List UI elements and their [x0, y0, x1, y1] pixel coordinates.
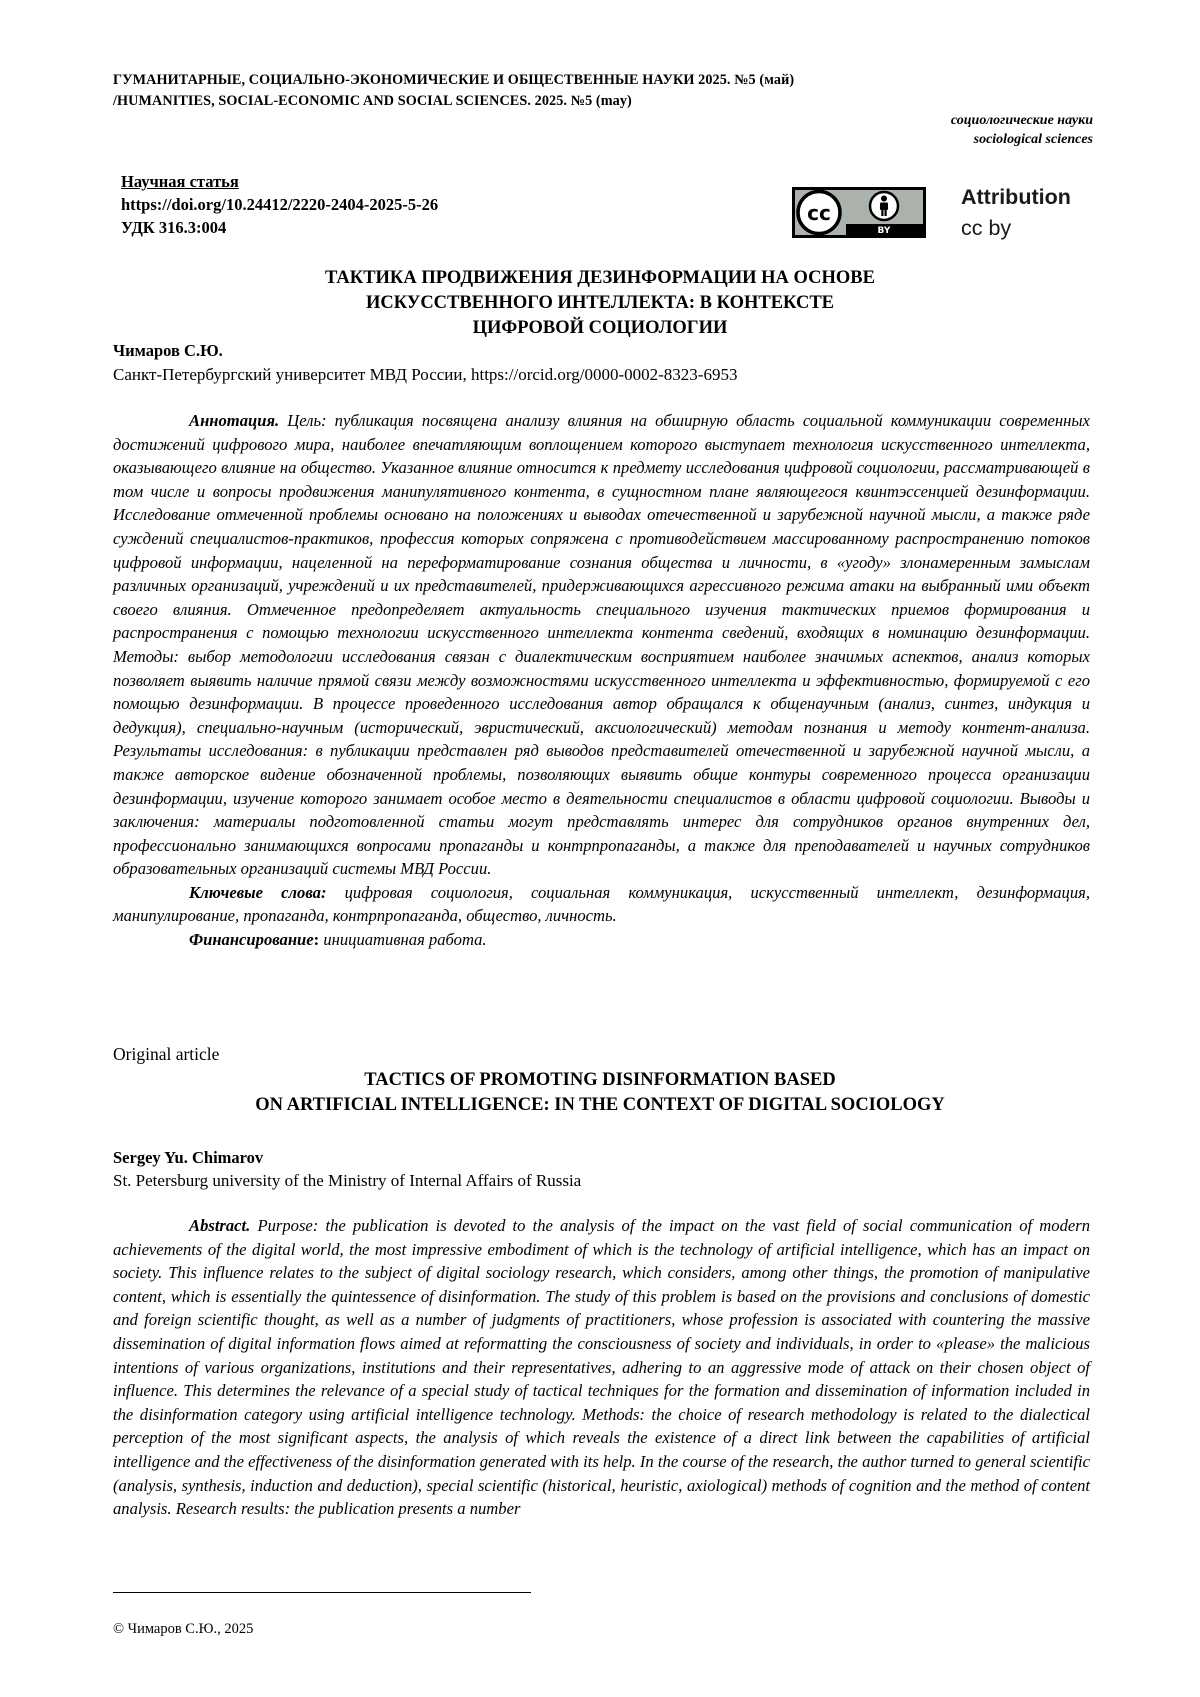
abstract-ru: [113, 409, 1090, 881]
title-en-line: TACTICS OF PROMOTING DISINFORMATION BASED: [364, 1070, 836, 1090]
license-label: [961, 182, 1071, 244]
abstract-ru-block: [113, 409, 1090, 952]
section-tag-ru: социологические науки: [950, 113, 1093, 128]
footnote-divider: [113, 1592, 531, 1593]
author-name-en: Sergey Yu. Chimarov: [113, 1148, 264, 1167]
keywords-ru: [113, 881, 1090, 928]
section-tag: [951, 111, 1093, 149]
author-affiliation-en: St. Petersburg university of the Ministry of Internal Affairs of Russia: [113, 1171, 582, 1190]
author-affiliation-ru: Санкт-Петербургский университет МВД России, https://orcid.org/0000-0002-8323-6953: [113, 365, 738, 384]
journal-header: [113, 70, 1073, 112]
author-name-ru: Чимаров С.Ю.: [113, 341, 223, 360]
section-tag-en: sociological sciences: [973, 132, 1093, 147]
article-type-ru: Научная статья: [121, 172, 239, 191]
keywords-ru-label: Ключевые слова:: [189, 882, 327, 902]
title-ru-line: ИСКУССТВЕННОГО ИНТЕЛЛЕКТА: В КОНТЕКСТЕ: [365, 293, 835, 313]
udc-code: УДК 316.3:004: [121, 218, 227, 237]
journal-header-en: /HUMANITIES, SOCIAL-ECONOMIC AND SOCIAL SCIENCES. 2025. №5 (may): [113, 93, 632, 109]
funding-ru-text: инициативная работа.: [323, 930, 487, 950]
attribution-person-icon: [870, 192, 898, 220]
svg-text:cc: cc: [807, 201, 831, 225]
title-en-line: ON ARTIFICIAL INTELLIGENCE: IN THE CONTEXT OF DIGITAL SOCIOLOGY: [255, 1095, 945, 1115]
article-type-en: Original article: [113, 1044, 220, 1064]
license-short: cc by: [961, 216, 1012, 240]
article-meta: [121, 170, 438, 239]
cc-icon: [798, 192, 840, 234]
license-name: Attribution: [961, 185, 1071, 209]
cc-by-badge-graphic: [792, 187, 926, 238]
abstract-en-label: Abstract.: [189, 1216, 251, 1235]
funding-ru: [113, 928, 1090, 952]
title-ru-line: ЦИФРОВОЙ СОЦИОЛОГИИ: [472, 318, 728, 338]
funding-ru-label: Финансирование: [189, 930, 314, 950]
abstract-ru-text: Цель: публикация посвящена анализу влияния на обширную область социальной коммуникации современных достижений цифрового мира, наиболее впечатляющим воплощением которого выступает технология искусственного интеллекта, оказывающего влияние на общество. Указанное влияние относится к предмету исследования цифровой социологии, рассматривающей в том числе и вопросы продвижения манипулятивного контента, в сущностном плане являющегося квинтэссенцией дезинформации. Исследование отмеченной проблемы основано на положениях и выводах отечественной и зарубежной научной мысли, а также ряде суждений специалистов-практиков, профессия которых сопряжена с противодействием массированному распространению потоков цифровой информации, нацеленной на переформатирование сознания общества и личности, в «угоду» злонамеренным замыслам различных организаций, учреждений и их представителей, придерживающихся агрессивного режима атаки на выбранный ими объект своего влияния. Отмеченное предопределяет актуальность специального изучения тактических приемов формирования и распространения с помощью технологии искусственного интеллекта контента сведений, входящих в номинацию дезинформации. Методы: выбор методологии исследования связан с диалектическим восприятием наиболее значимых аспектов, анализ которых позволяет выявить наличие прямой связи между возможностями искусственного интеллекта и эффективностью, формируемой с его помощью дезинформации. В процессе проведенного исследования автор обращался к общенаучным (анализ, синтез, индукция и дедукция), специально-научным (исторический, эвристический, аксиологический) методам познания и методу контент-анализа. Результаты исследования: в публикации представлен ряд выводов представителей отечественной и зарубежной научной мысли, а также авторское видение обозначенной проблемы, позволяющих выявить общие контуры современного процесса организации дезинформации, изучение которого занимает особое место в деятельности специалистов в области цифровой социологии. Выводы и заключения: материалы подготовленной статьи могут представлять интерес для сотрудников органов внутренних дел, профессионально занимающихся вопросами пропаганды и контрпропаганды, а также для преподавателей и научных сотрудников образовательных организаций системы МВД России.: [113, 411, 1090, 879]
svg-text:BY: BY: [877, 226, 891, 236]
copyright-notice: © Чимаров С.Ю., 2025: [113, 1621, 254, 1637]
abstract-ru-label: Аннотация.: [189, 411, 280, 430]
title-ru: [200, 266, 1000, 341]
title-en: [150, 1068, 1050, 1118]
abstract-en: [113, 1214, 1090, 1521]
cc-license-badge[interactable]: [792, 187, 926, 238]
keywords-ru-text: цифровая социология, социальная коммуникация, искусственный интеллект, дезинформация, манипулирование, пропаганда, контрпропаганда, общество, личность.: [113, 882, 1090, 926]
doi-link[interactable]: https://doi.org/10.24412/2220-2404-2025-5-26: [121, 195, 439, 214]
abstract-en-block: [113, 1214, 1090, 1521]
funding-ru-colon: :: [313, 930, 320, 950]
journal-header-ru: ГУМАНИТАРНЫЕ, СОЦИАЛЬНО-ЭКОНОМИЧЕСКИЕ И ОБЩЕСТВЕННЫЕ НАУКИ 2025. №5 (май): [113, 72, 795, 88]
title-ru-line: ТАКТИКА ПРОДВИЖЕНИЯ ДЕЗИНФОРМАЦИИ НА ОСНОВЕ: [325, 268, 875, 288]
abstract-en-text: Purpose: the publication is devoted to the analysis of the impact on the vast field of social communication of modern achievements of the digital world, the most impressive embodiment of which is the technology of artificial intelligence, which has an impact on society. This influence relates to the subject of digital sociology research, which considers, among other things, the promotion of manipulative content, which is essentially the quintessence of disinformation. The study of this problem is based on the provisions and conclusions of domestic and foreign scientific thought, as well as a number of judgments of practitioners, whose profession is associated with countering the massive dissemination of digital information flows aimed at reformatting the consciousness of society and individuals, in order to «please» the malicious intentions of various organizations, institutions and their representatives, adhering to an aggressive mode of attack on their chosen object of influence. This determines the relevance of a special study of tactical techniques for the formation and dissemination of information included in the disinformation category using artificial intelligence technology. Methods: the choice of research methodology is related to the dialectical perception of the most significant aspects, the analysis of which reveals the existence of a direct link between the capabilities of artificial intelligence and the effectiveness of the disinformation generated with its help. In the course of the research, the author turned to general scientific (analysis, synthesis, induction and deduction), special scientific (historical, heuristic, axiological) methods of cognition and the method of content analysis. Research results: the publication presents a number: [113, 1216, 1091, 1519]
